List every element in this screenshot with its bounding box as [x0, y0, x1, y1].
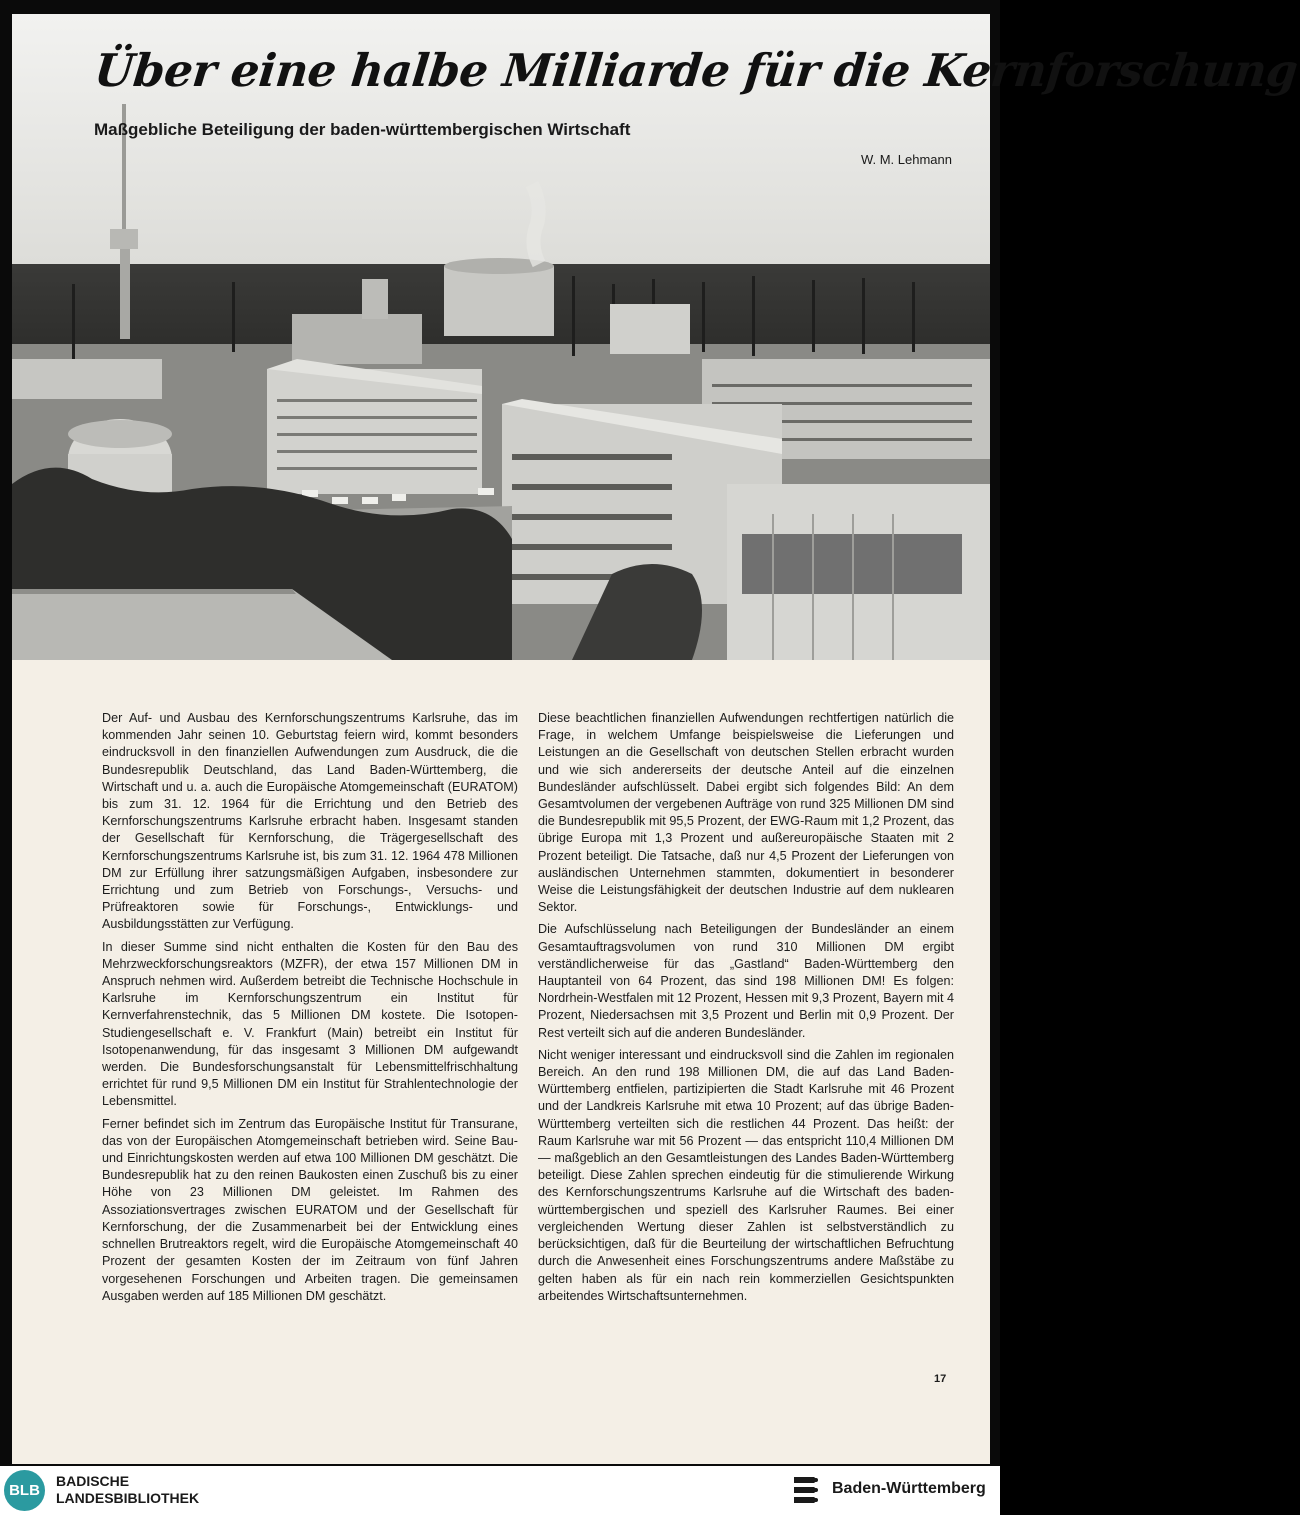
paragraph: Der Auf- und Ausbau des Kernforschungszentrums Karlsruhe, das im kommenden Jahr seinen 10. Geburtstag feiern wird, kommt besonders eindrucksvoll in den finanziellen Aufwendungen zum Ausdruck, die die Bundesrepublik Deutschland, das Land Baden-Württemberg, die Wirtschaft und u. a. auch die Europäische Atomgemeinschaft (EURATOM) bis zum 31. 12. 1964 für die Errichtung und den Betrieb des Kernforschungszentrums Karlsruhe erbracht haben. Insgesamt standen der Gesellschaft für Kernforschung, die Trägergesellschaft des Kernforschungszentrums Karlsruhe ist, bis zum 31. 12. 1964 478 Millionen DM zur Erfüllung ihrer satzungsmäßigen Aufgaben, insbesondere zur Errichtung und zum Betrieb von Forschungs-, Versuchs- und Prüfreaktoren sowie für Forschungs-, Entwicklungs- und Ausbildungsstätten zur Verfügung. — [102, 711, 518, 932]
paragraph: Diese beachtlichen finanziellen Aufwendungen rechtfertigen natürlich die Frage, in welchem Umfange beispielsweise die Lieferungen und Leistungen an die Gesellschaft von deutschen Stellen erbracht wurden und wie sich andererseits der deutsche Anteil auf die einzelnen Bundesländer aufschlüsselt. Dabei ergibt sich folgendes Bild: An dem Gesamtvolumen der vergebenen Aufträge von rund 325 Millionen DM sind die Bundesrepublik mit 95,5 Prozent, der EWG-Raum mit 1,2 Prozent, das übrige Europa mit 1,3 Prozent und außereuropäische Staaten mit 2 Prozent beteiligt. Die Tatsache, daß nur 4,5 Prozent der Lieferungen von ausländischen Unternehmen stammten, dokumentiert in besonderer Weise die Leistungsfähigkeit der deutschen Industrie auf dem nuklearen Sektor. — [538, 711, 954, 915]
paragraph: Ferner befindet sich im Zentrum das Europäische Institut für Transurane, das von der Europäischen Atomgemeinschaft betrieben wird. Seine Bau- und Einrichtungskosten werden auf etwa 100 Millionen DM geschätzt. Die Bundesrepublik hat zu den reinen Baukosten einen Zuschuß bis zu einer Höhe von 23 Millionen DM geleistet. Im Rahmen des Assoziationsvertrages zwischen EURATOM und der Gesellschaft für Kernforschung, der die Zusammenarbeit bei der Entwicklung eines schnellen Brutreaktors regelt, wird die Europäische Atomgemeinschaft 40 Prozent der gesamten Kosten der im Zeitraum von fünf Jahren vorgesehenen Forschungen und Arbeiten tragen. Die gemeinsamen Ausgaben werden auf 185 Millionen DM geschätzt. — [102, 1116, 518, 1303]
baden-wuerttemberg-lions-icon[interactable] — [790, 1474, 824, 1508]
page-number: 17 — [934, 1373, 947, 1385]
state-name[interactable]: Baden-Württemberg — [832, 1480, 986, 1497]
footer-bar — [0, 1466, 1000, 1515]
blb-logo-icon[interactable]: BLB — [4, 1470, 45, 1511]
article-title: Über eine halbe Milliarde für die Kernforschung — [92, 44, 1300, 97]
library-name[interactable] — [56, 1473, 199, 1507]
text-column-right — [538, 710, 954, 1310]
article-subtitle: Maßgebliche Beteiligung der baden-württembergischen Wirtschaft — [94, 120, 631, 139]
paragraph: In dieser Summe sind nicht enthalten die Kosten für den Bau des Mehrzweckforschungsreaktors (MZFR), der etwa 157 Millionen DM in Anspruch nehmen wird. Außerdem betreibt die Technische Hochschule in Karlsruhe im Kernforschungszentrum ein Institut für Kernverfahrenstechnik, das 5 Millionen DM kostete. Die Isotopen-Studiengesellschaft e. V. Frankfurt (Main) betreibt ein Institut für Isotopenanwendung, für das insgesamt 3 Millionen DM aufgewandt werden. Die Bundesforschungsanstalt für Lebensmittelfrischhaltung errichtet für rund 9,5 Millionen DM ein Institut für Strahlentechnologie der Lebensmittel. — [102, 939, 518, 1109]
article-author: W. M. Lehmann — [860, 152, 952, 167]
library-name-line1: BADISCHE — [56, 1473, 130, 1489]
paragraph: Nicht weniger interessant und eindrucksvoll sind die Zahlen im regionalen Bereich. An den rund 198 Millionen DM, die auf das Land Baden-Württemberg entfielen, partizipierten die Stadt Karlsruhe mit 46 Prozent und der Landkreis Karlsruhe mit etwa 10 Prozent; auf das übrige Baden-Württemberg verteilten sich die restlichen 44 Prozent. Das heißt: der Raum Karlsruhe war mit 56 Prozent — das entspricht 110,4 Millionen DM — maßgeblich an den Gesamtleistungen des Landes Baden-Württemberg beteiligt. Diese Zahlen sprechen eindeutig für die stimulierende Wirkung des Kernforschungszentrums Karlsruhe auf die Wirtschaft des baden-württembergischen und speziell des Karlsruher Raumes. Bei einer vergleichenden Wertung dieser Zahlen ist selbstverständlich zu berücksichtigen, daß für die Beurteilung der wirtschaftlichen Befruchtung durch die Anwesenheit eines Forschungszentrums andere Maßstäbe zu gelten haben als für ein nach rein kommerziellen Gesichtspunkten arbeitendes Wirtschaftsunternehmen. — [538, 1047, 954, 1303]
magazine-page — [12, 14, 1300, 1464]
library-name-line2: LANDESBIBLIOTHEK — [56, 1490, 200, 1506]
research-center-aerial-photo — [12, 14, 1300, 660]
paragraph: Die Aufschlüsselung nach Beteiligungen der Bundesländer an einem Gesamtauftragsvolumen von rund 310 Millionen DM ergibt verständlicherweise für das „Gastland“ Baden-Württemberg den Hauptanteil von 64 Prozent, das sind 198 Millionen DM! Es folgen: Nordrhein-Westfalen mit 12 Prozent, Hessen mit 9,3 Prozent, Bayern mit 4 Prozent, Niedersachsen mit 3,5 Prozent und Berlin mit 0,9 Prozent. Der Rest verteilt sich auf die anderen Bundesländer. — [538, 922, 954, 1040]
photo-illustration — [12, 14, 1300, 660]
text-column-left — [102, 710, 518, 1310]
